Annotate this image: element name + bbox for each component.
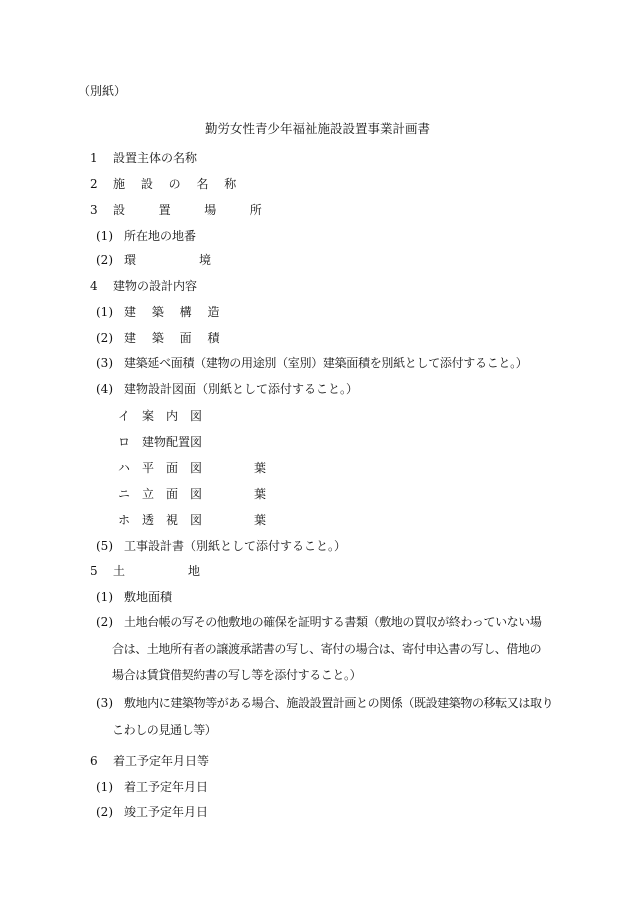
item-text: 建物の設計内容 (113, 279, 198, 293)
subitem-number: (2) (96, 331, 113, 345)
subsubitem-text: 建物配置図 (142, 435, 203, 449)
subitem-text-line: 敷地内に建築物等がある場合、施設設置計画との関係（既設建築物の移転又は取り (124, 696, 554, 710)
item-number: 6 (90, 754, 98, 768)
attachment-label: （別紙） (78, 84, 127, 98)
item-text-b: 地 (188, 564, 201, 578)
subitem-text: 竣工予定年月日 (124, 805, 209, 819)
subitem-text: 建 築 構 造 (124, 305, 226, 319)
item-text: 着工予定年月日等 (113, 754, 210, 768)
subitem-text-line: 土地台帳の写その他敷地の確保を証明する書類（敷地の買収が終わっていない場 (124, 615, 542, 629)
subsubitem-mark: ハ (118, 461, 131, 475)
subitem-text: 工事設計書（別紙として添付すること。） (124, 539, 347, 553)
subsubitem-mark: ニ (118, 487, 131, 501)
subitem-text-b: 境 (199, 253, 212, 267)
subitem-number: (1) (96, 590, 113, 604)
item-number: 5 (90, 564, 98, 578)
subsubitem-mark: イ (118, 409, 131, 423)
subitem-number: (4) (96, 382, 113, 396)
subitem-text-a: 環 (124, 253, 137, 267)
item-text-a: 土 (113, 564, 126, 578)
subsubitem-text: 平 面 図 (142, 461, 203, 475)
subsubitem-text: 立 面 図 (142, 487, 203, 501)
subitem-text: 着工予定年月日 (124, 780, 209, 794)
subitem-number: (3) (96, 356, 113, 370)
subitem-number: (1) (96, 229, 113, 243)
subitem-number: (5) (96, 539, 113, 553)
item-number: 2 (90, 177, 98, 191)
subitem-text: 建物設計図面（別紙として添付すること。） (124, 382, 359, 396)
subitem-text: 敷地面積 (124, 590, 173, 604)
item-number: 1 (90, 151, 98, 165)
item-text: 設置主体の名称 (113, 151, 198, 165)
subsubitem-unit: 葉 (254, 487, 267, 501)
subitem-text-line: こわしの見通し等） (112, 723, 217, 737)
subitem-text: 建築延べ面積（建物の用途別（室別）建築面積を別紙として添付すること。） (124, 356, 528, 370)
subsubitem-unit: 葉 (254, 513, 267, 527)
subsubitem-mark: ホ (118, 513, 131, 527)
subsubitem-mark: ロ (118, 435, 131, 449)
subitem-text: 所在地の地番 (124, 229, 197, 243)
subitem-number: (1) (96, 305, 113, 319)
subsubitem-text: 案 内 図 (142, 409, 203, 423)
subitem-number: (2) (96, 805, 113, 819)
subitem-text-line: 合は、土地所有者の譲渡承諾書の写し、寄付の場合は、寄付申込書の写し、借地の (112, 642, 542, 656)
subsubitem-unit: 葉 (254, 461, 267, 475)
subitem-number: (3) (96, 696, 113, 710)
subsubitem-text: 透 視 図 (142, 513, 203, 527)
item-number: 4 (90, 279, 98, 293)
subitem-number: (2) (96, 253, 113, 267)
subitem-text-line: 場合は賃貸借契約書の写し等を添付すること。） (112, 668, 362, 682)
item-text: 施 設 の 名 称 (113, 177, 243, 191)
subitem-number: (2) (96, 615, 113, 629)
item-text: 設 置 場 所 (113, 203, 273, 217)
item-number: 3 (90, 203, 98, 217)
document-title: 勤労女性青少年福祉施設設置事業計画書 (205, 121, 431, 136)
subitem-number: (1) (96, 780, 113, 794)
subitem-text: 建 築 面 積 (124, 331, 226, 345)
